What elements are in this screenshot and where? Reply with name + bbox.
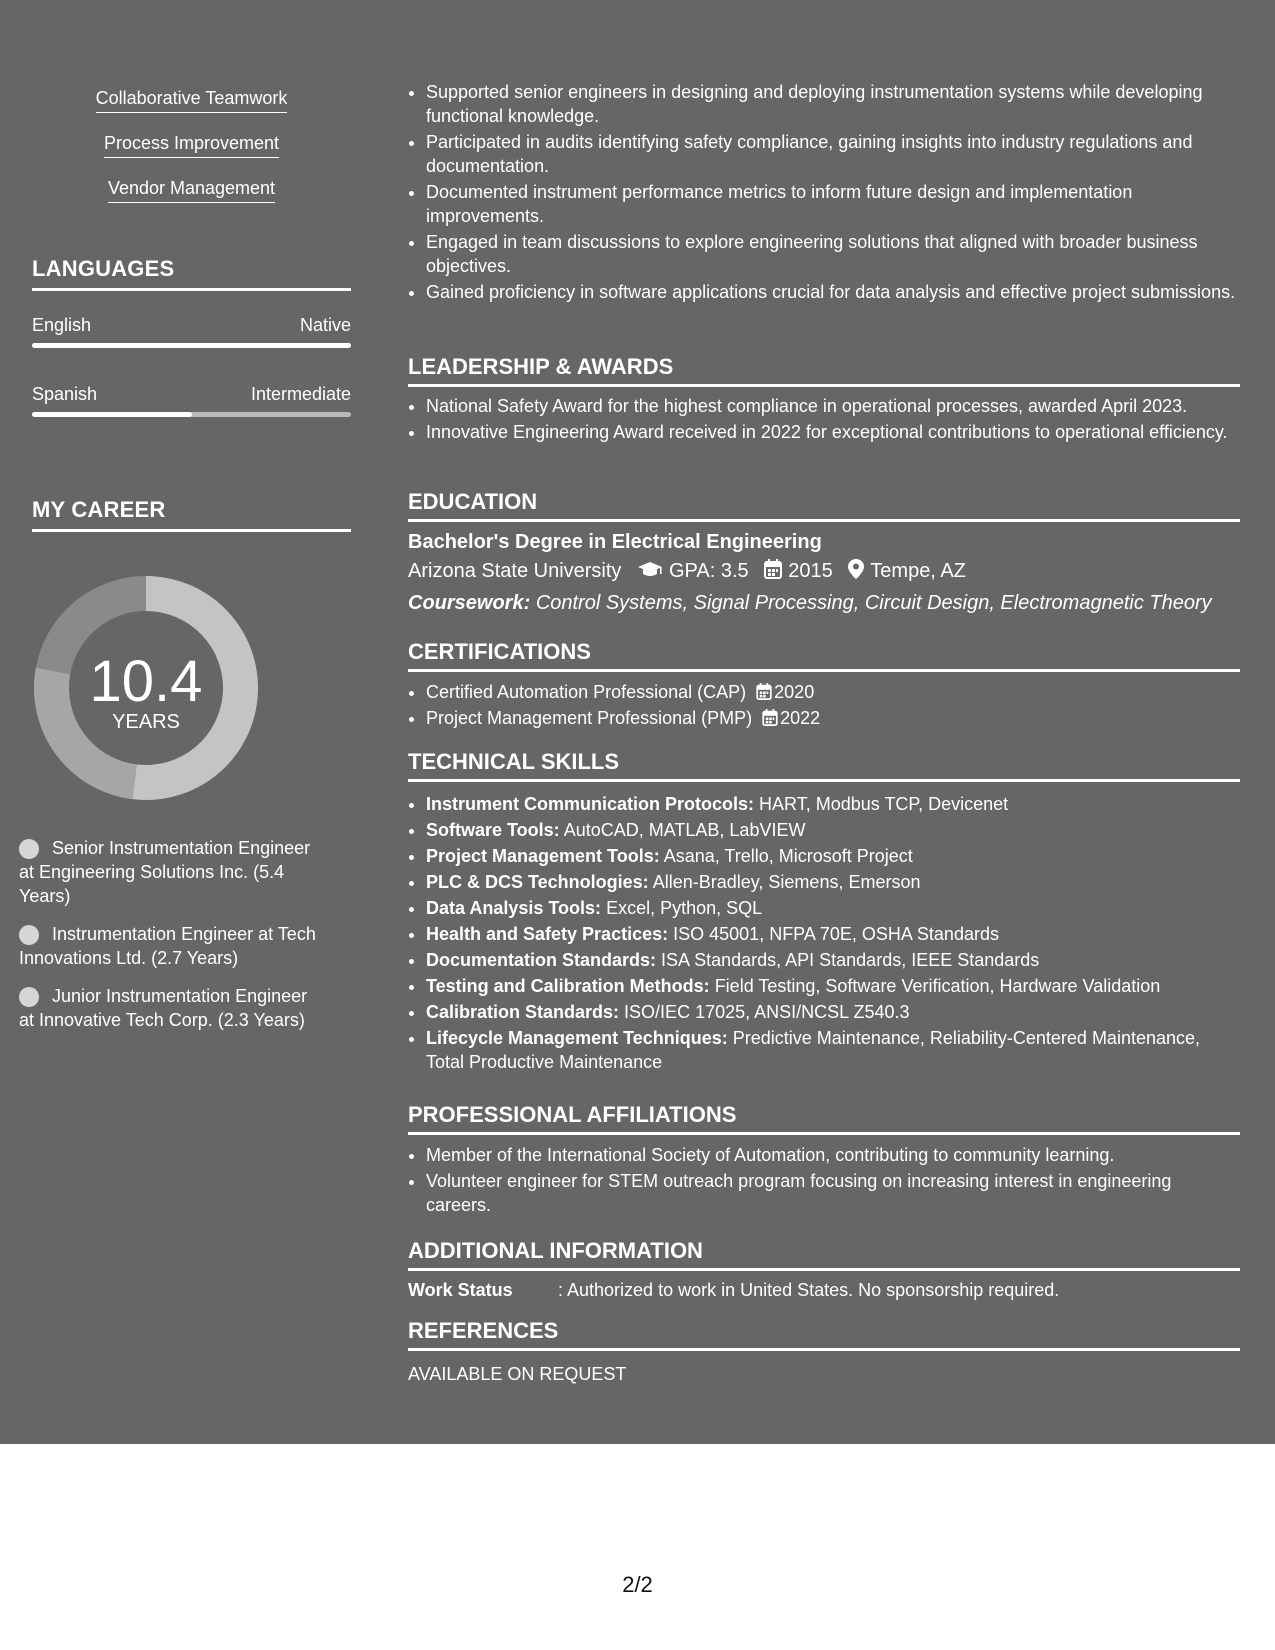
- location-pin-icon: [848, 558, 864, 588]
- certification-name: Project Management Professional (PMP): [426, 708, 753, 728]
- coursework-label: Coursework:: [408, 592, 531, 614]
- certifications-list: [408, 680, 1240, 730]
- award-item: • National Safety Award for the highest compliance in operational processes, awarded April 2023.: [426, 394, 1240, 418]
- technical-skill-item: • Instrument Communication Protocols: HART, Modbus TCP, Devicenet: [426, 792, 1240, 816]
- certifications-section: [408, 680, 1240, 732]
- career-item: Instrumentation Engineer at Tech Innovations Ltd. (2.7 Years): [19, 924, 316, 968]
- calendar-icon: [764, 558, 782, 588]
- certification-item: [426, 680, 1240, 704]
- technical-skill-item: • Data Analysis Tools: Excel, Python, SQL: [426, 896, 1240, 920]
- career-list: [19, 836, 319, 1046]
- career-years-label: YEARS: [112, 711, 180, 733]
- career-donut-chart: [34, 576, 258, 800]
- school-location: Tempe, AZ: [870, 560, 966, 582]
- additional-info-heading: ADDITIONAL INFORMATION: [408, 1238, 1240, 1271]
- affiliation-item: • Volunteer engineer for STEM outreach program focusing on increasing interest in engineering careers.: [426, 1169, 1240, 1217]
- experience-bullet: • Participated in audits identifying safety compliance, gaining insights into industry regulations and documentation.: [426, 130, 1240, 178]
- page-number: 2/2: [622, 1572, 653, 1597]
- technical-skill-item: • Lifecycle Management Techniques: Predictive Maintenance, Reliability-Centered Maintenance, Total Productive Maintenance: [426, 1026, 1240, 1074]
- graduation-cap-icon: [637, 558, 663, 588]
- career-legend-dot: [19, 839, 39, 859]
- degree-title: Bachelor's Degree in Electrical Engineering: [408, 531, 822, 553]
- skill-item: Collaborative Teamwork: [32, 86, 351, 131]
- language-name: English: [32, 315, 92, 335]
- experience-bullets: [408, 80, 1240, 304]
- technical-skill-item: • Testing and Calibration Methods: Field Testing, Software Verification, Hardware Validation: [426, 974, 1240, 998]
- career-item: Senior Instrumentation Engineer at Engineering Solutions Inc. (5.4 Years): [19, 838, 311, 906]
- experience-bullet: • Engaged in team discussions to explore engineering solutions that aligned with broader business objectives.: [426, 230, 1240, 278]
- affiliations-list: [408, 1143, 1240, 1217]
- school-name: Arizona State University: [408, 560, 622, 582]
- certification-name: Certified Automation Professional (CAP): [426, 682, 747, 702]
- skills-list: [32, 86, 351, 221]
- references-text: AVAILABLE ON REQUEST: [408, 1364, 627, 1384]
- technical-skill-item: • Health and Safety Practices: ISO 45001, NFPA 70E, OSHA Standards: [426, 922, 1240, 946]
- work-status-label: Work Status: [408, 1280, 513, 1300]
- experience-bullet: • Gained proficiency in software applications crucial for data analysis and effective project submissions.: [426, 280, 1240, 304]
- technical-skill-item: • Project Management Tools: Asana, Trello, Microsoft Project: [426, 844, 1240, 868]
- languages-heading: LANGUAGES: [32, 256, 351, 291]
- career-legend-dot: [19, 925, 39, 945]
- calendar-icon: [762, 709, 778, 726]
- awards-list: [408, 394, 1240, 444]
- technical-skill-item: • PLC & DCS Technologies: Allen-Bradley, Siemens, Emerson: [426, 870, 1240, 894]
- experience-bullet: • Supported senior engineers in designing and deploying instrumentation systems while developing functional knowledge.: [426, 80, 1240, 128]
- career-heading: MY CAREER: [32, 497, 351, 532]
- references-heading: REFERENCES: [408, 1318, 1240, 1351]
- technical-skills-list: [408, 792, 1240, 1074]
- technical-skill-item: • Calibration Standards: ISO/IEC 17025, ANSI/NCSL Z540.3: [426, 1000, 1240, 1024]
- language-name: Spanish: [32, 384, 98, 404]
- career-item: Junior Instrumentation Engineer at Innovative Tech Corp. (2.3 Years): [19, 986, 308, 1030]
- graduation-year: 2015: [788, 560, 833, 582]
- affiliation-item: • Member of the International Society of Automation, contributing to community learning.: [426, 1143, 1240, 1167]
- education-section: [408, 528, 1240, 618]
- certifications-heading: CERTIFICATIONS: [408, 639, 1240, 672]
- gpa: GPA: 3.5: [668, 560, 749, 582]
- calendar-icon: [756, 683, 772, 700]
- awards-section: [408, 394, 1240, 446]
- language-proficiency-fill: [32, 412, 192, 417]
- language-level: Native: [299, 315, 351, 335]
- award-item: • Innovative Engineering Award received in 2022 for exceptional contributions to operational efficiency.: [426, 420, 1240, 444]
- career-legend-dot: [19, 987, 39, 1007]
- language-proficiency-fill: [32, 343, 351, 348]
- awards-heading: LEADERSHIP & AWARDS: [408, 354, 1240, 387]
- coursework-list: Control Systems, Signal Processing, Circuit Design, Electromagnetic Theory: [535, 592, 1212, 614]
- work-status-row: [408, 1278, 1240, 1302]
- skill-item: Vendor Management: [32, 176, 351, 221]
- certification-year: 2022: [780, 708, 821, 728]
- certification-item: [426, 706, 1240, 730]
- affiliations-heading: PROFESSIONAL AFFILIATIONS: [408, 1102, 1240, 1135]
- technical-skills-heading: TECHNICAL SKILLS: [408, 749, 1240, 782]
- certification-year: 2020: [774, 682, 815, 702]
- coursework: [408, 588, 1240, 618]
- education-heading: EDUCATION: [408, 489, 1240, 522]
- education-meta: [408, 556, 1240, 588]
- skill-item: Process Improvement: [32, 131, 351, 176]
- technical-skill-item: • Documentation Standards: ISA Standards, API Standards, IEEE Standards: [426, 948, 1240, 972]
- language-proficiency-bar: [32, 343, 351, 348]
- experience-section: [408, 80, 1240, 306]
- language-level: Intermediate: [250, 384, 351, 404]
- career-total-years: 10.4: [89, 649, 203, 714]
- work-status-value: : Authorized to work in United States. No sponsorship required.: [558, 1280, 1060, 1300]
- technical-skills-section: [408, 792, 1240, 1076]
- language-proficiency-bar: [32, 412, 351, 417]
- experience-bullet: • Documented instrument performance metrics to inform future design and implementation improvements.: [426, 180, 1240, 228]
- technical-skill-item: • Software Tools: AutoCAD, MATLAB, LabVIEW: [426, 818, 1240, 842]
- affiliations-section: [408, 1143, 1240, 1219]
